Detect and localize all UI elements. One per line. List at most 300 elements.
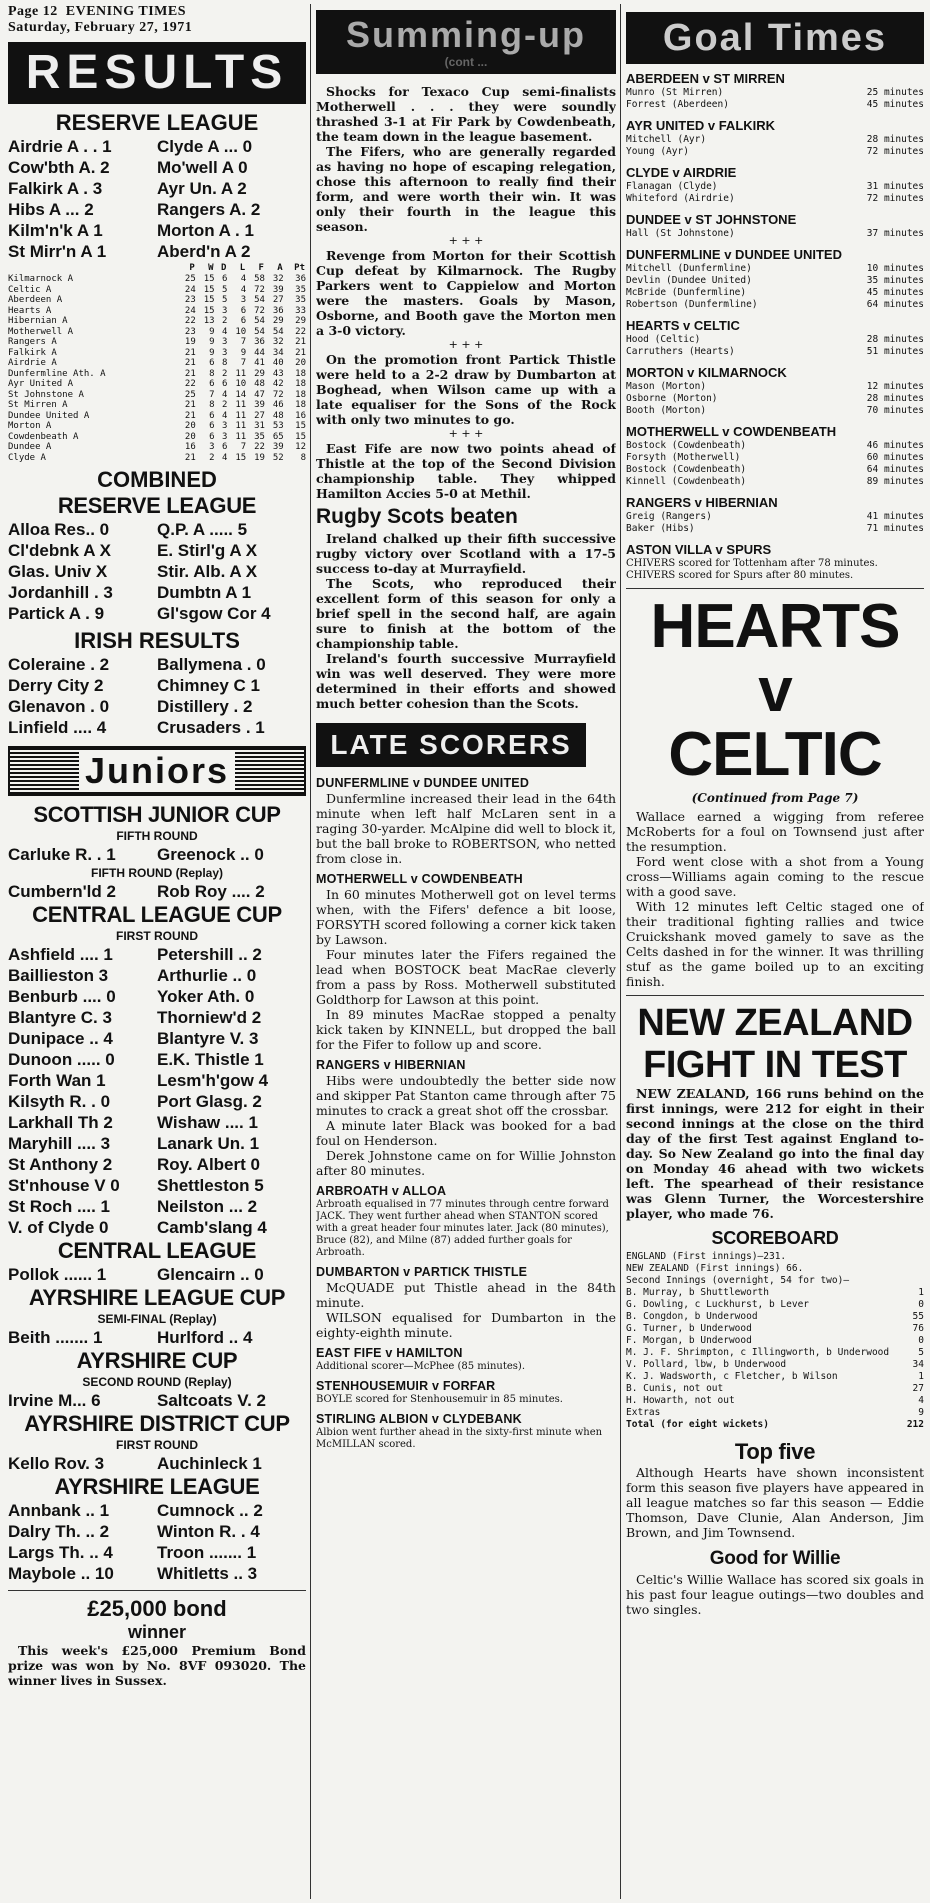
table-cell: 72 (272, 389, 284, 400)
table-cell: 48 (254, 379, 265, 389)
home-team: Irvine M... 6 (8, 1391, 101, 1410)
table-cell: 22 (295, 326, 306, 337)
table-cell: 18 (295, 400, 306, 410)
scorer-row (626, 334, 924, 346)
home-team: Linfield .... 4 (8, 718, 107, 737)
table-cell: 5 (221, 295, 228, 305)
table-cell: 25 (184, 389, 196, 400)
table-cell: 6 (209, 421, 215, 431)
ayr-league-cup-results (8, 1327, 306, 1348)
table-cell: 21 (184, 358, 196, 368)
late-s4-title: ARBROATH v ALLOA (316, 1184, 447, 1198)
table-cell: 3 (221, 347, 228, 358)
table-row (8, 453, 306, 464)
scorer-name: Devlin (Dundee United) (626, 275, 752, 286)
match-title: MORTON v KILMARNOCK (626, 365, 787, 380)
top-five-text: Although Hearts have shown inconsistent form this season five players have appeared in all league matches so far this season — Eddie Thomson, Dave Clunie, Alan Anderson, Jim Brown, and Jim Townsend. (626, 1465, 924, 1540)
home-team: Dunoon ..... 0 (8, 1050, 115, 1069)
result-row (8, 1390, 306, 1411)
table-cell: 42 (272, 379, 284, 389)
home-team: Coleraine . 2 (8, 655, 110, 674)
ayr-district-results (8, 1453, 306, 1474)
goal-minute: 60 minutes (866, 452, 924, 463)
away-team: Blantyre V. 3 (157, 1029, 259, 1048)
late-s8-title: STIRLING ALBION v CLYDEBANK (316, 1412, 522, 1426)
away-team: Ballymena . 0 (157, 655, 266, 674)
result-row (8, 844, 306, 865)
table-cell: 6 (221, 442, 228, 452)
hearts-p2: Ford went close with a shot from a Young cross—Williams again coming to the rescue with a good save. (626, 854, 924, 899)
team-name: Hearts A (8, 305, 52, 316)
table-cell: 6 (240, 305, 247, 316)
goal-minute: 64 minutes (866, 464, 924, 475)
table-row (8, 358, 306, 369)
table-cell: 19 (254, 452, 265, 463)
ayr-district-title: AYRSHIRE DISTRICT CUP (24, 1411, 290, 1436)
table-cell: 54 (254, 326, 265, 337)
column-header: P (189, 263, 195, 273)
home-team: Falkirk A . 3 (8, 179, 103, 198)
table-cell: 11 (235, 431, 247, 442)
away-team: Whitletts .. 3 (157, 1564, 258, 1583)
scorer-name: Bostock (Cowdenbeath) (626, 440, 747, 451)
batsman: K. J. Wadsworth, c Fletcher, b Wilson (626, 1371, 838, 1382)
table-cell: 7 (240, 358, 247, 368)
runs: 0 (918, 1335, 924, 1346)
table-cell: 47 (254, 389, 265, 400)
column-header: F (258, 263, 264, 273)
table-cell: 8 (221, 358, 228, 368)
table-cell: 44 (254, 347, 265, 358)
table-cell: 54 (254, 316, 265, 326)
table-row (8, 369, 306, 380)
home-team: Airdrie A . . 1 (8, 137, 112, 156)
home-team: Dalry Th. .. 2 (8, 1522, 110, 1541)
table-cell: 54 (272, 326, 284, 337)
scoreboard-title: SCOREBOARD (711, 1228, 839, 1248)
table-cell: 72 (254, 305, 265, 316)
result-row (8, 199, 306, 220)
scorer-name: Munro (St Mirren) (626, 87, 724, 98)
table-row (8, 400, 306, 411)
home-team: Maybole .. 10 (8, 1564, 114, 1583)
table-row (8, 390, 306, 401)
batsman-row (626, 1383, 924, 1395)
scorer-row (626, 381, 924, 393)
table-cell: 10 (235, 379, 247, 389)
home-team: Blantyre C. 3 (8, 1008, 112, 1027)
table-cell: 7 (209, 389, 215, 400)
table-cell: 2 (221, 368, 228, 379)
goal-times-column (626, 4, 924, 1899)
table-cell: 36 (272, 305, 284, 316)
scorer-row (626, 275, 924, 287)
scorer-name: Forsyth (Motherwell) (626, 452, 741, 463)
result-row (8, 1217, 306, 1238)
nz-p1: NEW ZEALAND, 166 runs behind on the first innings, were 212 for eight in their second innings at the close on the third day of the first Test against England to-day. So New Zealand go into the final day on Monday 46 ahead with two wickets left. The spearhead of their resistance was Glenn Turner, the Worcestershire player, who made 76. (626, 1086, 924, 1221)
table-cell: 39 (272, 442, 284, 452)
batsman: B. Cunis, not out (626, 1383, 724, 1394)
scoreboard-line: Second Innings (overnight, 54 for two)— (626, 1275, 850, 1286)
goal-minute: 28 minutes (866, 334, 924, 345)
irish-title: IRISH RESULTS (74, 628, 240, 653)
team-name: Motherwell A (8, 326, 74, 337)
table-row (8, 337, 306, 348)
away-team: Arthurlie .. 0 (157, 966, 257, 985)
away-team: Shettleston 5 (157, 1176, 264, 1195)
batsman-row (626, 1347, 924, 1359)
scorer-name: Forrest (Aberdeen) (626, 99, 729, 110)
scorer-row (626, 440, 924, 452)
table-cell: 16 (184, 442, 196, 452)
table-cell: 33 (295, 305, 306, 316)
hearts-p3: With 12 minutes left Celtic staged one of their traditional fighting rallies and twice Cruickshank moved gamely to save as the Celts dashed in for the winner. It was thrilling stuf as the game boiled up to an exciting finish. (626, 899, 924, 989)
scorer-row (626, 228, 924, 240)
table-cell: 15 (203, 295, 215, 305)
table-cell: 3 (221, 421, 228, 431)
batsman-row (626, 1335, 924, 1347)
result-row (8, 1070, 306, 1091)
home-team: Forth Wan 1 (8, 1071, 106, 1090)
result-row (8, 1049, 306, 1070)
table-cell: 19 (184, 337, 196, 347)
central-cup-results (8, 944, 306, 1238)
batsman: B. Congdon, b Underwood (626, 1311, 758, 1322)
home-team: Dunipace .. 4 (8, 1029, 113, 1048)
match-title: RANGERS v HIBERNIAN (626, 495, 778, 510)
result-row (8, 136, 306, 157)
away-team: Chimney C 1 (157, 676, 260, 695)
runs: 1 (918, 1371, 924, 1382)
home-team: V. of Clyde 0 (8, 1218, 109, 1237)
scorer-name: Mitchell (Ayr) (626, 134, 707, 145)
ayr-district-round: FIRST ROUND (116, 1438, 198, 1452)
team-name: Cowdenbeath A (8, 431, 79, 442)
table-cell: 22 (184, 316, 196, 326)
team-name: Morton A (8, 421, 52, 431)
team-name: Aberdeen A (8, 295, 63, 305)
table-cell: 27 (272, 295, 284, 305)
away-team: Camb'slang 4 (157, 1218, 267, 1237)
star-divider: + + + (448, 338, 484, 351)
table-cell: 18 (295, 379, 306, 389)
team-name: St Johnstone A (8, 389, 84, 400)
away-team: Q.P. A ..... 5 (157, 520, 248, 539)
table-cell: 6 (240, 316, 247, 326)
table-cell: 4 (221, 410, 228, 421)
away-team: Petershill .. 2 (157, 945, 262, 964)
central-league-results (8, 1264, 306, 1285)
table-cell: 3 (209, 442, 215, 452)
runs: 0 (918, 1299, 924, 1310)
scorer-name: Young (Ayr) (626, 146, 689, 157)
late-s7-text: BOYLE scored for Stenhousemuir in 85 minutes. (316, 1394, 563, 1405)
scorer-name: Hall (St Johnstone) (626, 228, 735, 239)
table-cell: 6 (221, 379, 228, 389)
away-team: Distillery . 2 (157, 697, 253, 716)
table-header (8, 262, 306, 274)
late-s2-text3: In 89 minutes MacRae stopped a penalty kick taken by KINNELL, but dropped the ball for the Fifer to follow up and score. (316, 1007, 616, 1052)
table-cell: 5 (221, 284, 228, 295)
home-team: Hibs A ... 2 (8, 200, 94, 219)
match-title: DUNFERMLINE v DUNDEE UNITED (626, 247, 842, 262)
table-cell: 21 (295, 347, 306, 358)
table-row (8, 442, 306, 453)
late-s2-title: MOTHERWELL v COWDENBEATH (316, 872, 523, 886)
table-cell: 3 (240, 295, 247, 305)
table-cell: 9 (209, 326, 215, 337)
table-row (8, 327, 306, 338)
late-s1-text: Dunfermline increased their lead in the 64th minute when left half McLaren sent in a raging 30-yarder. McAlpine did well to block it, but the ball broke to ROBERTSON, who netted from close in. (316, 791, 616, 866)
table-cell: 32 (272, 337, 284, 347)
scorer-row (626, 134, 924, 146)
table-cell: 14 (235, 389, 247, 400)
table-cell: 20 (184, 421, 196, 431)
result-row (8, 881, 306, 902)
batsman: H. Howarth, not out (626, 1395, 735, 1406)
goal-minute: 70 minutes (866, 405, 924, 416)
home-team: St Mirr'n A 1 (8, 242, 107, 261)
home-team: Maryhill .... 3 (8, 1134, 111, 1153)
scorer-row (626, 146, 924, 158)
late-s6-title: EAST FIFE v HAMILTON (316, 1346, 463, 1360)
away-team: Stir. Alb. A X (157, 562, 258, 581)
home-team: Kilm'n'k A 1 (8, 221, 103, 240)
bond-title: £25,000 bond (87, 1596, 227, 1621)
table-row (8, 421, 306, 432)
home-team: Partick A . 9 (8, 604, 105, 623)
folio: Page 12 EVENING TIMES Saturday, February 27, 1971 (8, 4, 193, 35)
result-row (8, 1091, 306, 1112)
table-cell: 35 (254, 431, 265, 442)
away-team: Dumbtn A 1 (157, 583, 252, 602)
late-s5-text1: McQUADE put Thistle ahead in the 84th minute. (316, 1280, 616, 1310)
goal-minute: 51 minutes (866, 346, 924, 357)
home-team: Derry City 2 (8, 676, 104, 695)
table-cell: 2 (221, 400, 228, 410)
away-team: Port Glasg. 2 (157, 1092, 262, 1111)
table-cell: 35 (295, 284, 306, 295)
goal-minute: 25 minutes (866, 87, 924, 98)
team-name: Celtic A (8, 284, 52, 295)
away-team: Neilston ... 2 (157, 1197, 258, 1216)
match-title: MOTHERWELL v COWDENBEATH (626, 424, 837, 439)
team-name: Airdrie A (8, 358, 57, 368)
scorer-row (626, 511, 924, 523)
irish-results (8, 654, 306, 738)
ayr-league-cup-round: SEMI-FINAL (Replay) (97, 1312, 217, 1326)
result-row (8, 654, 306, 675)
junior-cup-results (8, 844, 306, 865)
home-team: Alloa Res.. 0 (8, 520, 110, 539)
table-cell: 4 (240, 284, 247, 295)
reserve-league-results (8, 136, 306, 262)
runs: 34 (912, 1359, 924, 1370)
match-title: AYR UNITED v FALKIRK (626, 118, 776, 133)
rugby-p1: Ireland chalked up their fifth successive rugby victory over Scotland with a 17-5 success to-day at Murrayfield. (316, 531, 616, 576)
runs: 9 (918, 1407, 924, 1418)
scorer-name: Mason (Morton) (626, 381, 707, 392)
late-scorers-banner: LATE SCORERS (316, 723, 586, 767)
table-cell: 15 (295, 431, 306, 442)
goal-minute: 10 minutes (866, 263, 924, 274)
table-row (8, 306, 306, 317)
table-cell: 7 (240, 442, 247, 452)
result-row (8, 1500, 306, 1521)
batsman-row (626, 1371, 924, 1383)
junior-cup-title: SCOTTISH JUNIOR CUP (33, 802, 281, 827)
team-name: Dunfermline Ath. A (8, 368, 106, 379)
table-cell: 43 (272, 368, 284, 379)
divider (626, 995, 924, 996)
hearts-headline-1: HEARTS v (650, 592, 900, 725)
goal-minute: 28 minutes (866, 134, 924, 145)
table-cell: 6 (221, 274, 228, 284)
nz-headline-1: NEW ZEALAND (637, 1002, 913, 1044)
hearts-headline-2: CELTIC (668, 720, 882, 789)
table-cell: 52 (272, 452, 284, 463)
match-title: CLYDE v AIRDRIE (626, 165, 737, 180)
late-s3-text1: Hibs were undoubtedly the better side now and skipper Pat Stanton came through after 75 minutes to crack a great shot off the crossbar. (316, 1073, 616, 1118)
away-team: Saltcoats V. 2 (157, 1391, 266, 1410)
result-row (8, 220, 306, 241)
batsman: G. Dowling, c Luckhurst, b Lever (626, 1299, 810, 1310)
batsman-row (626, 1323, 924, 1335)
aston-villa-title: ASTON VILLA v SPURS (626, 542, 772, 557)
table-cell: 2 (221, 316, 228, 326)
table-cell: 40 (272, 358, 284, 368)
table-cell: 15 (235, 452, 247, 463)
table-cell: 22 (184, 379, 196, 389)
hearts-p1: Wallace earned a wigging from referee McRoberts for a foul on Townsend just after the resumption. (626, 809, 924, 854)
table-cell: 4 (221, 326, 228, 337)
table-cell: 65 (272, 431, 284, 442)
batsman: V. Pollard, lbw, b Underwood (626, 1359, 787, 1370)
table-cell: 36 (254, 337, 265, 347)
table-cell: 58 (254, 274, 265, 284)
combined-results (8, 519, 306, 624)
table-cell: 16 (295, 410, 306, 421)
top-five-title: Top five (734, 1439, 816, 1464)
table-cell: 20 (184, 431, 196, 442)
table-cell: 3 (221, 337, 228, 347)
team-name: Rangers A (8, 337, 57, 347)
star-divider: + + + (448, 234, 484, 247)
table-cell: 8 (300, 452, 306, 463)
table-cell: 11 (235, 410, 247, 421)
home-team: Cumbern'ld 2 (8, 882, 116, 901)
result-row (8, 178, 306, 199)
away-team: Hurlford .. 4 (157, 1328, 253, 1347)
scorer-row (626, 99, 924, 111)
divider (8, 1590, 306, 1591)
table-cell: 21 (184, 400, 196, 410)
away-team: Thorniew'd 2 (157, 1008, 262, 1027)
home-team: Cl'debnk A X (8, 541, 111, 560)
continued-note: (Continued from Page 7) (691, 791, 859, 805)
ayr-league-results (8, 1500, 306, 1584)
late-s2-text2: Four minutes later the Fifers regained the lead when BOSTOCK beat MacRae cleverly from a pass by Ross. Motherwell substituted Goldthorp for Lawson at this point. (316, 947, 616, 1007)
away-team: Gl'sgow Cor 4 (157, 604, 271, 623)
result-row (8, 1453, 306, 1474)
table-cell: 36 (295, 274, 306, 284)
table-cell: 15 (295, 421, 306, 431)
late-s5-text2: WILSON equalised for Dumbarton in the eighty-eighth minute. (316, 1310, 616, 1340)
home-team: Kilsyth R. . 0 (8, 1092, 111, 1111)
goal-minute: 64 minutes (866, 299, 924, 310)
result-row (8, 1196, 306, 1217)
away-team: Yoker Ath. 0 (157, 987, 255, 1006)
table-cell: 24 (184, 284, 196, 295)
home-team: Baillieston 3 (8, 966, 109, 985)
batsman-row (626, 1359, 924, 1371)
result-row (8, 717, 306, 738)
away-team: Lesm'h'gow 4 (157, 1071, 269, 1090)
table-cell: 6 (209, 358, 215, 368)
table-cell: 3 (221, 431, 228, 442)
table-cell: 21 (184, 410, 196, 421)
away-team: Rob Roy .... 2 (157, 882, 265, 901)
table-cell: 8 (209, 368, 215, 379)
home-team: Larkhall Th 2 (8, 1113, 113, 1132)
home-team: Largs Th. .. 4 (8, 1543, 113, 1562)
table-row (8, 274, 306, 285)
table-cell: 21 (184, 368, 196, 379)
scoreboard-line: ENGLAND (First innings)—231. (626, 1251, 787, 1262)
home-team: St Anthony 2 (8, 1155, 113, 1174)
table-cell: 53 (272, 421, 284, 431)
table-cell: 12 (295, 442, 306, 452)
team-name: Clyde A (8, 452, 46, 463)
late-s8-text: Albion went further ahead in the sixty-first minute when McMILLAN scored. (316, 1427, 603, 1450)
away-team: Clyde A ... 0 (157, 137, 253, 156)
result-row (8, 1327, 306, 1348)
scorer-row (626, 346, 924, 358)
scoreboard-batting (626, 1287, 924, 1419)
batsman-row (626, 1287, 924, 1299)
table-cell: 11 (235, 421, 247, 431)
away-team: Aberd'n A 2 (157, 242, 251, 261)
table-cell: 21 (184, 347, 196, 358)
column-header: L (239, 263, 246, 273)
scorer-name: Bostock (Cowdenbeath) (626, 464, 747, 475)
away-team: Mo'well A 0 (157, 158, 248, 177)
table-cell: 7 (240, 337, 247, 347)
runs: 5 (918, 1347, 924, 1358)
table-cell: 32 (272, 274, 284, 284)
late-s3-text2: A minute later Black was booked for a bad foul on Henderson. (316, 1118, 616, 1148)
scorer-row (626, 263, 924, 275)
junior-cup-round: FIFTH ROUND (116, 829, 198, 843)
scorer-row (626, 87, 924, 99)
ayr-cup-results (8, 1390, 306, 1411)
goal-minute: 46 minutes (866, 440, 924, 451)
reserve-league-title: RESERVE LEAGUE (55, 110, 259, 135)
scorer-name: McBride (Dunfermline) (626, 287, 747, 298)
scorer-name: Robertson (Dunfermline) (626, 299, 758, 310)
goal-minute: 12 minutes (866, 381, 924, 392)
away-team: Troon ....... 1 (157, 1543, 257, 1562)
rugby-headline: Rugby Scots beaten (316, 505, 518, 528)
goal-minute: 31 minutes (866, 181, 924, 192)
column-header (8, 262, 177, 274)
table-cell: 72 (254, 284, 265, 295)
result-row (8, 1542, 306, 1563)
away-team: E. Stirl'g A X (157, 541, 258, 560)
goal-minute: 28 minutes (866, 393, 924, 404)
late-s7-title: STENHOUSEMUIR v FORFAR (316, 1379, 496, 1393)
central-league-title: CENTRAL LEAGUE (57, 1238, 257, 1263)
